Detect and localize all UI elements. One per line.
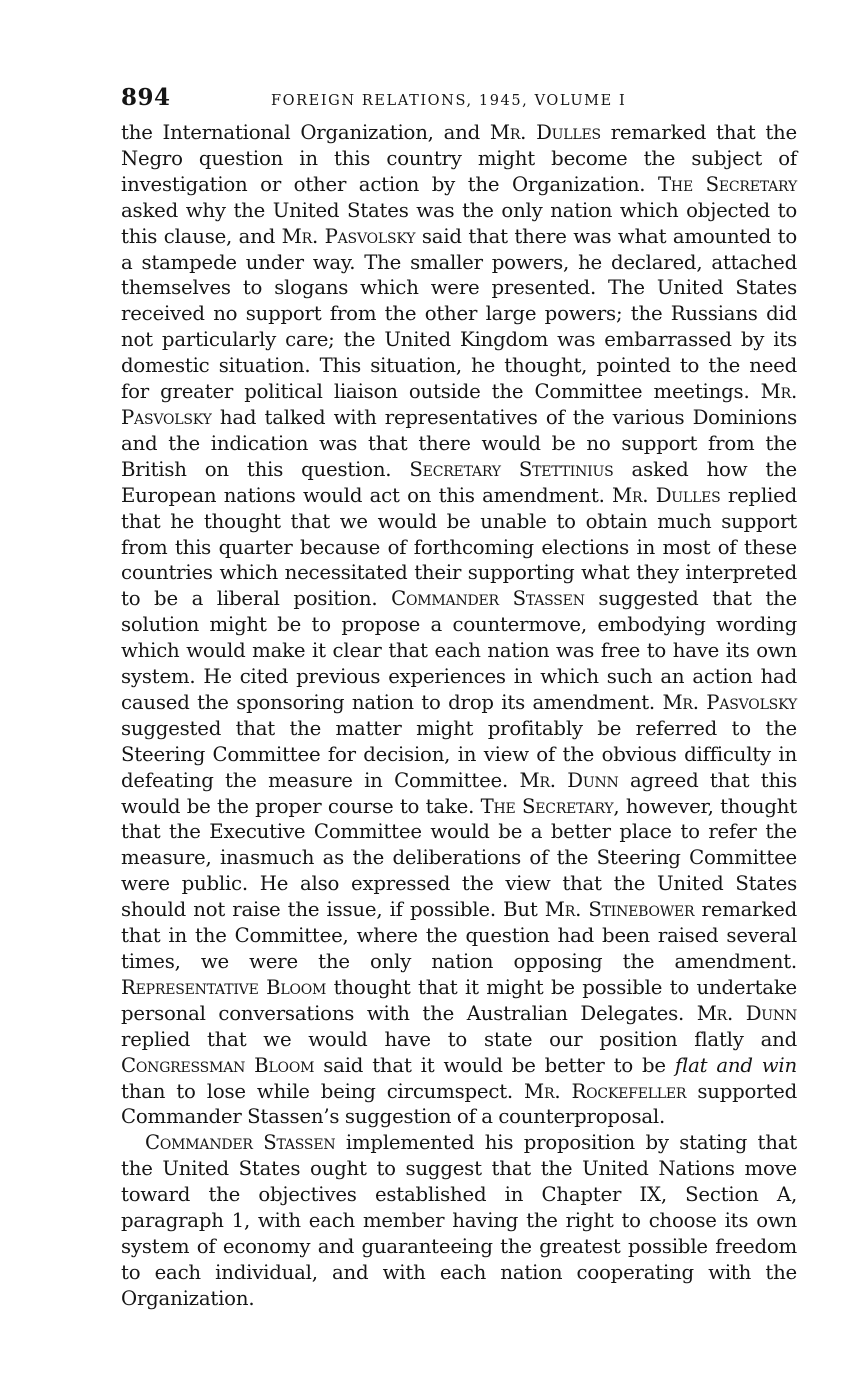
- text-run: , however, thought that the Executive Committee would be a better place to refer the measure, inasmuch as the deliberations of the Steering Committee were public. He also expressed the view that the United States should not raise the issue, if possible. But: [121, 794, 797, 922]
- speaker-name: Congressman Bloom: [121, 1053, 315, 1077]
- text-run: said that there was what amounted to a stampede under way. The smaller powers, he declared, attached themselves to slogans which were presented. The United States received no support from the other large powers; the Russians did not particularly care; the United Kingdom was embarrassed by its domestic situation. This situation, he thought, pointed to the need for greater political liaison outside the Committee meetings.: [121, 224, 797, 404]
- speaker-name: The Secretary: [480, 794, 614, 818]
- text-run: thought that it might be possible to undertake personal conversations with the Australian Delegates.: [121, 975, 797, 1025]
- text-run: implemented his proposition by stating that the United States ought to suggest that the United Nations move toward the objectives established in Chapter IX, Section A, paragraph 1, with each member having the right to choose its own system of economy and guaranteeing the greatest possible freedom to each individual, and with each nation cooperating with the Organization.: [121, 1131, 797, 1310]
- speaker-name: Mr. Dulles: [489, 121, 601, 144]
- speaker-name: Mr. Dunn: [519, 768, 619, 792]
- text-run: asked why the United States was the only nation which objected to this clause, and: [121, 198, 797, 248]
- speaker-name: The Secretary: [658, 172, 798, 196]
- text-run: remarked that the Negro question in this country might become the subject of investigation or other action by the Organization.: [121, 121, 797, 196]
- speaker-name: Commander Stassen: [391, 587, 585, 611]
- speaker-name: Commander Stassen: [145, 1131, 336, 1155]
- text-run: remarked that in the Committee, where the question had been raised several times, we were the only nation opposing the amendment.: [121, 898, 798, 973]
- paragraph-2: [121, 1130, 797, 1311]
- speaker-name: Mr. Pasvolsky: [662, 690, 797, 714]
- speaker-name: Mr. Rockefeller: [524, 1079, 687, 1103]
- speaker-name: Mr. Pasvolsky: [281, 224, 416, 248]
- text-run: than to lose while being circumspect.: [121, 1079, 525, 1103]
- text-run: supported Commander Stassen’s suggestion of a counterproposal.: [121, 1079, 797, 1129]
- text-run: the International Organization, and: [121, 121, 490, 144]
- text-run: replied that he thought that we would be unable to obtain much support from this quarter because of forthcoming elections in most of these countries which necessitated their supporting what they interpreted to be a liberal position.: [121, 483, 797, 611]
- speaker-name: Mr. Pasvolsky: [121, 380, 797, 429]
- speaker-name: Mr. Dunn: [696, 1001, 798, 1025]
- paragraph-1: [121, 120, 797, 1130]
- italic-phrase: flat and win: [674, 1053, 798, 1077]
- speaker-name: Mr. Dulles: [612, 483, 721, 507]
- speaker-name: Secretary Stettinius: [409, 457, 614, 481]
- text-run: replied that we would have to state our position flatly and: [121, 1027, 797, 1051]
- text-run: suggested that the solution might be to propose a countermove, embodying wording which would make it clear that each nation was free to have its own system. He cited previous experiences in which such an action had caused the sponsoring nation to drop its amendment.: [121, 587, 797, 714]
- page-number: 894: [121, 84, 171, 111]
- text-run: asked how the European nations would act on this amendment.: [121, 457, 798, 507]
- page-header: [121, 84, 797, 114]
- text-run: had talked with representatives of the various Dominions and the indication was that there would be no support from the British on this question.: [121, 405, 797, 481]
- text-run: suggested that the matter might profitably be referred to the Steering Committee for decision, in view of the obvious difficulty in defeating the measure in Committee.: [121, 716, 797, 792]
- text-run: said that it would be better to be: [314, 1053, 675, 1077]
- text-run: agreed that this would be the proper course to take.: [121, 768, 797, 818]
- speaker-name: Mr. Stinebower: [544, 898, 695, 922]
- speaker-name: Representative Bloom: [121, 975, 327, 999]
- running-title: FOREIGN RELATIONS, 1945, VOLUME I: [271, 93, 627, 109]
